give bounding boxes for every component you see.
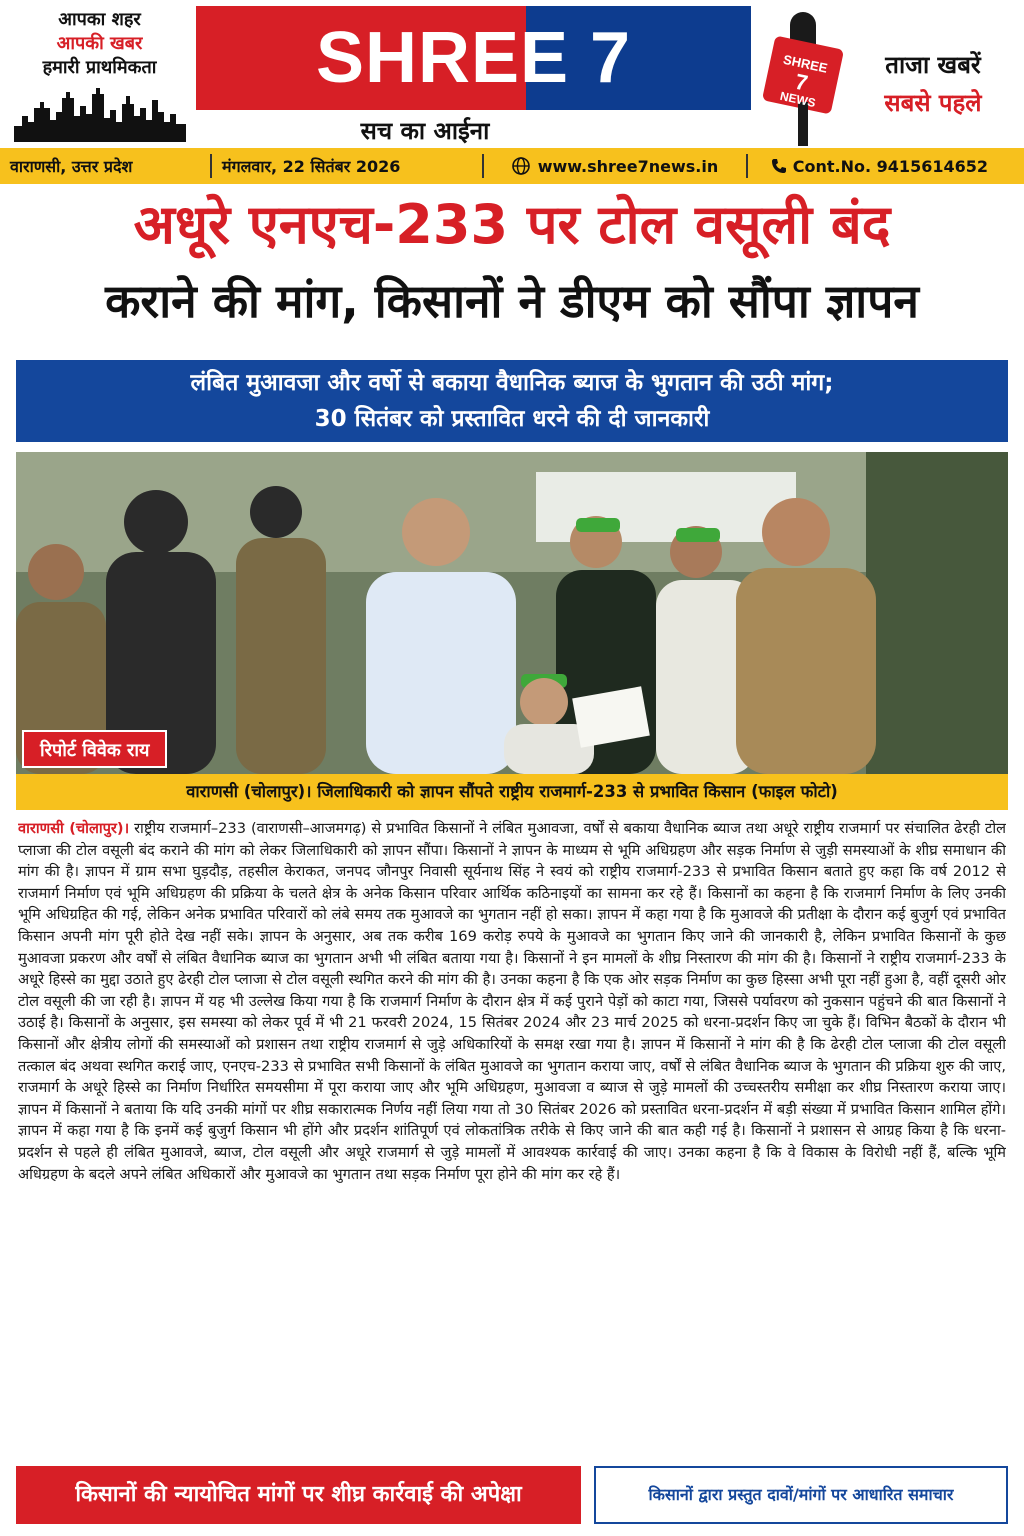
svg-text:SHREE: SHREE — [781, 51, 829, 76]
phone-icon — [771, 158, 787, 174]
fresh-line-1: ताजा खबरें — [885, 51, 981, 79]
article-dateline: वाराणसी (चोलापुर)। — [18, 820, 130, 837]
globe-icon — [512, 157, 530, 175]
website-link[interactable] — [484, 157, 746, 176]
slogan — [12, 8, 187, 80]
contact-text: Cont.No. 9415614652 — [792, 156, 988, 176]
article-body — [18, 818, 1006, 1458]
logo-text: SHREE 7 — [315, 18, 632, 98]
subheadline-box — [16, 360, 1008, 442]
fresh-news-label — [858, 46, 1008, 122]
photo-illustration — [16, 452, 1008, 774]
slogan-line-1: आपका शहर — [58, 9, 141, 30]
fresh-line-2: सबसे पहले — [884, 89, 982, 117]
subheadline-line-2: 30 सितंबर को प्रस्तावित धरने की दी जानकारी — [314, 406, 710, 432]
news-photo — [16, 452, 1008, 774]
footer-demand-banner: किसानों की न्यायोचित मांगों पर शीघ्र कार्रवाई की अपेक्षा — [16, 1466, 581, 1524]
slogan-line-2: आपकी खबर — [56, 33, 143, 54]
date-text: मंगलवार, 22 सितंबर 2026 — [222, 157, 401, 176]
website-text: www.shree7news.in — [537, 156, 719, 176]
svg-text:7: 7 — [792, 68, 811, 96]
masthead — [0, 0, 1024, 148]
microphone-icon — [760, 6, 845, 146]
photo-caption: वाराणसी (चोलापुर)। जिलाधिकारी को ज्ञापन सौंपते राष्ट्रीय राजमार्ग-233 से प्रभावित किसान (फाइल फोटो) — [16, 774, 1008, 810]
article-text: राष्ट्रीय राजमार्ग–233 (वाराणसी–आजमगढ़) से प्रभावित किसानों ने लंबित मुआवजा, वर्षों से बकाया वैधानिक ब्याज तथा अधूरे राष्ट्रीय राजमार्ग पर संचालित ढेरही टोल प्लाजा की टोल वसूली बंद कराने की मांग को लेकर जिलाधिकारी को ज्ञापन सौंपा। किसानों ने ज्ञापन के माध्यम से भूमि अधिग्रहण और सड़क निर्माण से जुड़ी समस्याओं के शीघ्र समाधान की मांग की है। ज्ञापन में ग्राम सभा घुड़दौड़, तहसील केराकत, जनपद जौनपुर निवासी सूर्यनाथ सिंह ने स्वयं को राष्ट्रीय राजमार्ग-233 से प्रभावित किसान बताते हुए कहा कि वर्ष 2012 से राजमार्ग निर्माण एवं भूमि अधिग्रहण की प्रक्रिया के चलते क्षेत्र के अनेक किसान परिवार आर्थिक कठिनाइयों का सामना कर रहे हैं। किसानों का कहना है कि राजमार्ग निर्माण के लिए उनकी भूमि अधिग्रहित की गई, लेकिन अनेक प्रभावित परिवारों को लंबे समय तक मुआवजे का भुगतान नहीं हो सका। ज्ञापन में कहा गया है कि मुआवजे की प्रतीक्षा के दौरान कई बुजुर्ग एवं प्रभावित किसान अपनी मांग पूरी होते देख नहीं सके। ज्ञापन के अनुसार, अब तक करीब 169 करोड़ रुपये के मुआवजे का भुगतान किए जाने की जानकारी है, लेकिन प्रभावित किसानों के कुछ मुआवजा प्रकरण और वर्षों से लंबित वैधानिक ब्याज का भुगतान अभी भी लंबित बताया गया है। किसानों ने इन मामलों के शीघ्र निस्तारण की मांग की है। किसानों ने राष्ट्रीय राजमार्ग-233 के अधूरे हिस्से का मुद्दा उठाते हुए ढेरही टोल प्लाजा से टोल वसूली स्थगित करने की मांग की है। उनका कहना है कि एक ओर सड़क निर्माण का कुछ हिस्सा अभी पूरा नहीं हुआ है, वहीं दूसरी ओर टोल वसूली की जा रही है। ज्ञापन में यह भी उल्लेख किया गया है कि राजमार्ग निर्माण के दौरान क्षेत्र में कई पुराने पेड़ों को काटा गया, जिससे पर्यावरण को नुकसान पहुंचने की बात किसानों ने उठाई है। किसानों के अनुसार, इस समस्या को लेकर पूर्व में भी 21 फरवरी 2024, 15 सितंबर 2024 और 23 मार्च 2025 को धरना-प्रदर्शन किए जा चुके हैं। विभिन बैठकों के दौरान भी किसानों और क्षेत्रीय लोगों की समस्याओं को प्रशासन तथा राष्ट्रीय राजमार्ग से जुड़े अधिकारियों के समक्ष रखा गया है। ज्ञापन में किसानों ने मांग की है कि ढेरही टोल प्लाजा की टोल वसूली तत्काल बंद अथवा स्थगित कराई जाए, एनएच-233 से प्रभावित सभी किसानों के लंबित मुआवजे का भुगतान कराया जाए, वर्षों से लंबित वैधानिक ब्याज के भुगतान की प्रक्रिया शुरु की जाए, राजमार्ग के अधूरे हिस्से का निर्माण निर्धारित समयसीमा में पूरा कराया जाए और भूमि अधिग्रहण, मुआवजा व ब्याज से जुड़े मामलों की उच्चस्तरीय समीक्षा कर शीघ्र निस्तारण कराया जाए। ज्ञापन में किसानों ने बताया कि यदि उनकी मांगों पर शीघ्र सकारात्मक निर्णय नहीं लिया गया तो 30 सितंबर 2026 को प्रस्तावित धरना-प्रदर्शन में बड़ी संख्या में प्रभावित किसान शामिल होंगे। ज्ञापन में कहा गया है कि इनमें कई बुजुर्ग किसान भी होंगे और प्रदर्शन शांतिपूर्ण एवं लोकतांत्रिक तरीके से किए जाने की बात कही गई है। किसानों ने प्रशासन से आग्रह किया है कि धरना-प्रदर्शन से पहले ही लंबित मुआवजे, ब्याज, टोल वसूली और अधूरे राजमार्ग से जुड़े मामलों में आवश्यक कार्रवाई की जाए। उनका कहना है कि वे विकास के विरोधी नहीं हैं, बल्कि भूमि अधिग्रहण के बदले अपने लंबित अधिकारों और मुआवजे का भुगतान तथा सड़क निर्माण पूरा होने की मांग कर रहे हैं। — [18, 820, 1006, 1183]
headline-line-1: अधूरे एनएच-233 पर टोल वसूली बंद — [133, 193, 891, 256]
headline-line-2: कराने की मांग, किसानों ने डीएम को सौंपा ज्ञापन — [105, 274, 919, 328]
reporter-badge: रिपोर्ट विवेक राय — [22, 730, 167, 768]
tagline: सच का आईना — [360, 117, 490, 145]
subheadline-line-1: लंबित मुआवजा और वर्षो से बकाया वैधानिक ब्याज के भुगतान की उठी मांग; — [190, 370, 834, 396]
footer-disclaimer: किसानों द्वारा प्रस्तुत दावों/मांगों पर आधारित समाचार — [594, 1466, 1008, 1524]
slogan-line-3: हमारी प्राथमिकता — [42, 57, 157, 78]
contact-number[interactable] — [748, 157, 998, 176]
city-skyline-icon — [14, 86, 186, 142]
info-bar — [0, 148, 1024, 184]
location-text: वाराणसी, उत्तर प्रदेश — [10, 157, 133, 176]
logo — [196, 6, 751, 110]
svg-text:NEWS: NEWS — [778, 88, 817, 111]
